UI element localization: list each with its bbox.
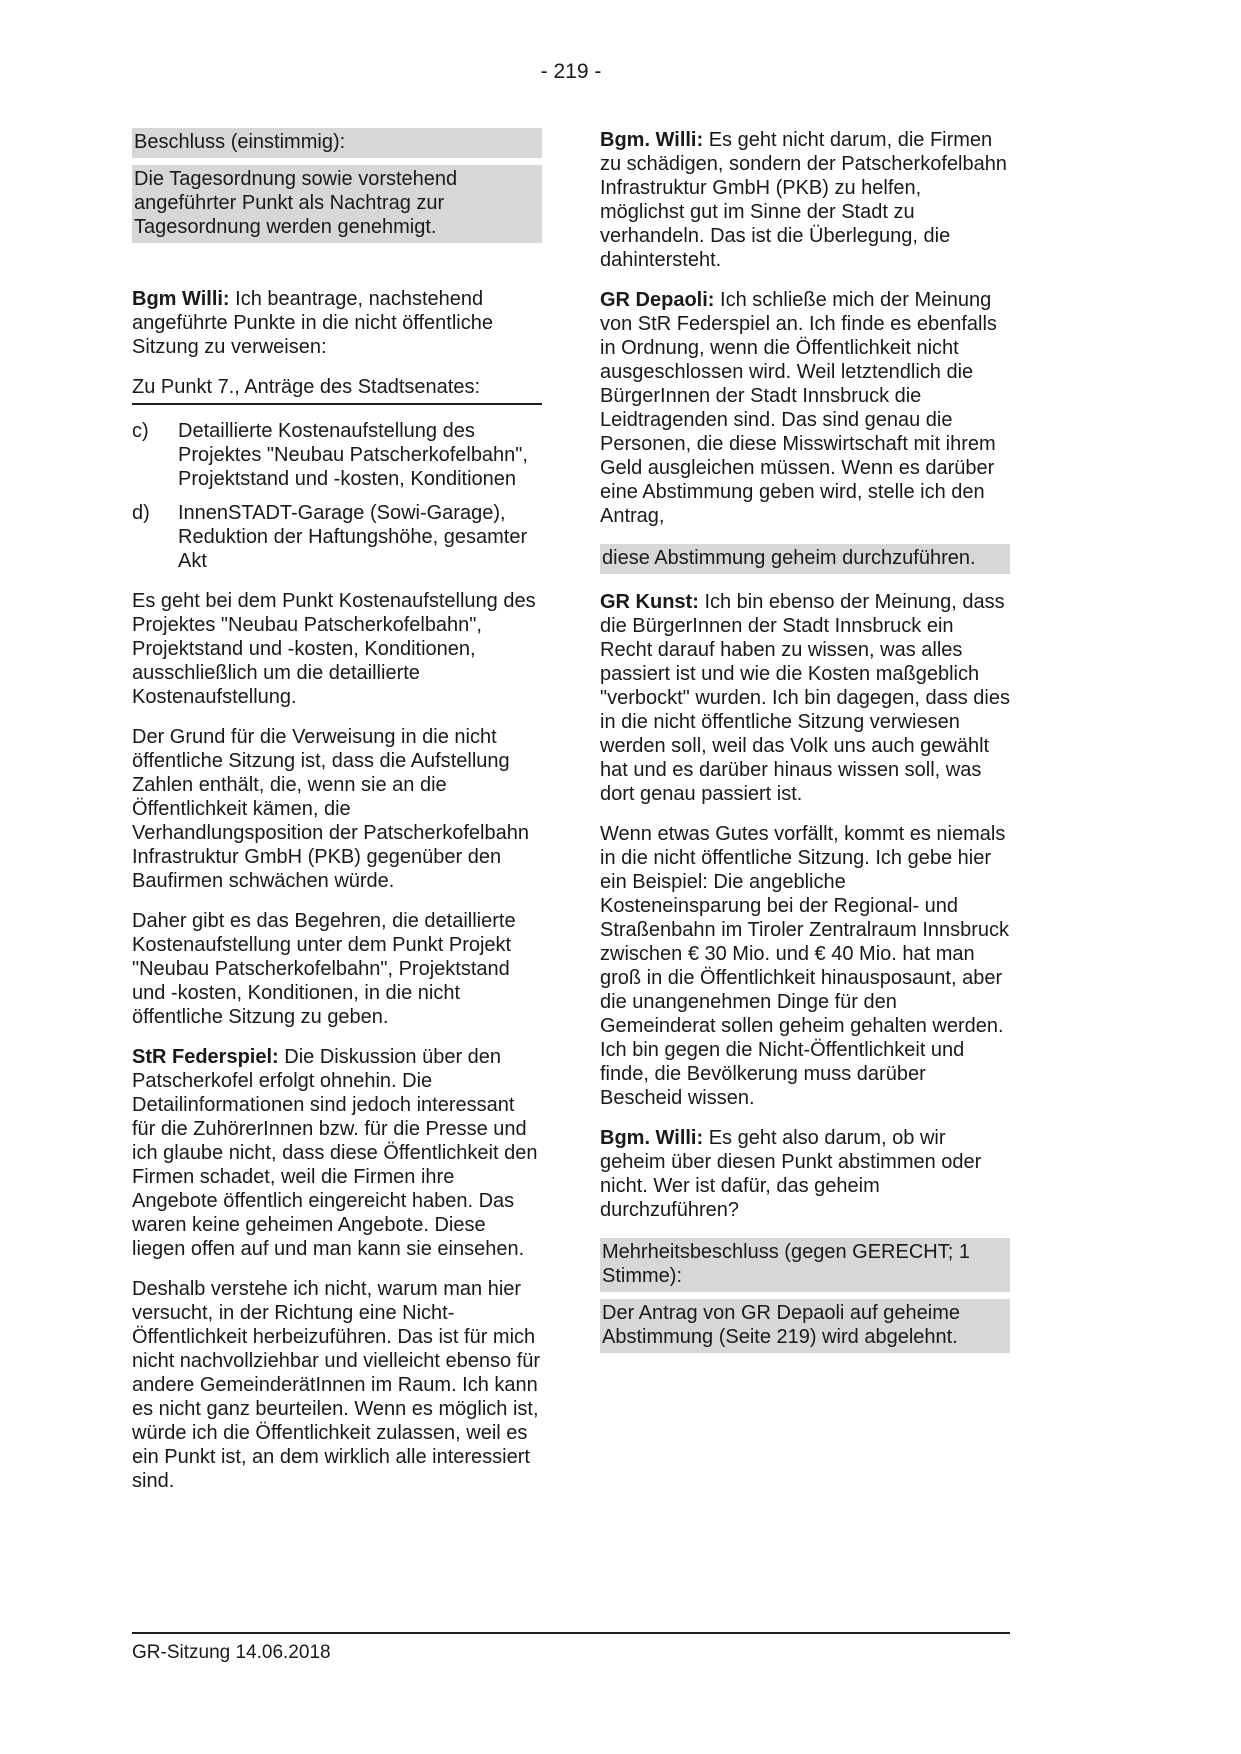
paragraph-grund-verweisung: Der Grund für die Verweisung in die nicht öffentliche Sitzung ist, dass die Aufstellung Zahlen enthält, die, wenn sie an die Öffentlichkeit kämen, die Verhandlungsposition der Patscherkofelbahn Infrastruktur GmbH (PKB) gegenüber den Baufirmen schwächen würde.	[132, 726, 529, 892]
item-marker: c)	[132, 420, 149, 442]
speech-federspiel-continued: Deshalb verstehe ich nicht, warum man hier versucht, in der Richtung eine Nicht-Öffentlichkeit herbeizuführen. Das ist für mich nicht nachvollziehbar und vielleicht ebenso für andere GemeinderätInnen im Raum. Ich kann es nicht ganz beurteilen. Wenn es möglich ist, würde ich die Öffentlichkeit zulassen, weil es ein Punkt ist, an dem wirklich alle interessiert sind.	[132, 1278, 541, 1492]
speech-depaoli	[600, 288, 1010, 528]
speaker-name: GR Depaoli:	[600, 289, 715, 311]
speech-kunst-continued: Wenn etwas Gutes vorfällt, kommt es niemals in die nicht öffentliche Sitzung. Ich gebe hier ein Beispiel: Die angebliche Kosteneinsparung bei der Regional- und Straßenbahn im Tiroler Zentralraum Innsbruck zwischen € 30 Mio. und € 40 Mio. hat man groß in die Öffentlichkeit hinausposaunt, aber die unangenehmen Dinge für den Gemeinderat sollen geheim gehalten werden. Ich bin gegen die Nicht-Öffentlichkeit und finde, die Bevölkerung muss darüber Bescheid wissen.	[600, 823, 1010, 1109]
decision-title: Beschluss (einstimmig):	[132, 128, 542, 158]
majority-decision-title: Mehrheitsbeschluss (gegen GERECHT; 1 Stimme):	[600, 1238, 1010, 1292]
speaker-name: StR Federspiel:	[132, 1046, 279, 1068]
agenda-item-c	[132, 419, 542, 491]
motion-highlight: diese Abstimmung geheim durchzuführen.	[600, 544, 1010, 574]
agenda-item-d	[132, 501, 542, 573]
speaker-name: Bgm Willi:	[132, 288, 230, 310]
two-column-layout	[132, 128, 1010, 1509]
speech-bgm-willi-request	[132, 287, 542, 359]
left-column	[132, 128, 542, 1509]
majority-decision-body: Der Antrag von GR Depaoli auf geheime Abstimmung (Seite 219) wird abgelehnt.	[600, 1299, 1010, 1353]
majority-decision-block	[600, 1238, 1010, 1353]
right-column	[600, 128, 1010, 1369]
speech-text: Ich bin ebenso der Meinung, dass die BürgerInnen der Stadt Innsbruck ein Recht darauf haben zu wissen, was alles passiert ist und wie die Kosten maßgeblich "verbockt" wurden. Ich bin dagegen, dass dies in die nicht öffentliche Sitzung verwiesen werden soll, weil das Volk uns auch gewählt hat und es darüber hinaus wissen soll, was dort genau passiert ist.	[600, 591, 1010, 805]
page-number: - 219 -	[540, 60, 602, 83]
speech-text: Es geht nicht darum, die Firmen zu schädigen, sondern der Patscherkofelbahn Infrastruktur GmbH (PKB) zu helfen, möglichst gut im Sinne der Stadt zu verhandeln. Das ist die Überlegung, die dahintersteht.	[600, 129, 1007, 271]
agenda-list	[132, 419, 542, 573]
decision-block	[132, 128, 542, 243]
item-text: Detaillierte Kostenaufstellung des Projektes "Neubau Patscherkofelbahn", Projektstand und -kosten, Konditionen	[178, 420, 528, 490]
agenda-heading: Zu Punkt 7., Anträge des Stadtsenates:	[132, 375, 542, 405]
speaker-name: Bgm. Willi:	[600, 1127, 704, 1149]
paragraph-begehren: Daher gibt es das Begehren, die detaillierte Kostenaufstellung unter dem Punkt Projekt "Neubau Patscherkofelbahn", Projektstand und -kosten, Konditionen, in die nicht öffentliche Sitzung zu geben.	[132, 910, 516, 1028]
speech-text: Ich schließe mich der Meinung von StR Federspiel an. Ich finde es ebenfalls in Ordnung, wenn die Öffentlichkeit nicht ausgeschlossen wird. Weil letztendlich die BürgerInnen der Stadt Innsbruck die Leidtragenden sind. Das sind genau die Personen, die diese Misswirtschaft mit ihrem Geld ausgleichen müssen. Wenn es darüber eine Abstimmung geben wird, stelle ich den Antrag,	[600, 289, 997, 527]
speech-bgm-willi-2	[600, 1126, 1010, 1222]
speech-kunst	[600, 590, 1010, 806]
speech-bgm-willi-1	[600, 128, 1010, 272]
item-text: InnenSTADT-Garage (Sowi-Garage), Reduktion der Haftungshöhe, gesamter Akt	[178, 502, 528, 572]
page-footer	[132, 1632, 1010, 1664]
footer-text: GR-Sitzung 14.06.2018	[132, 1642, 331, 1663]
speech-text: Ich beantrage, nachstehend angeführte Punkte in die nicht öffentliche Sitzung zu verweisen:	[132, 288, 493, 358]
speech-text: Es geht also darum, ob wir geheim über diesen Punkt abstimmen oder nicht. Wer ist dafür, das geheim durchzuführen?	[600, 1127, 982, 1221]
speaker-name: GR Kunst:	[600, 591, 699, 613]
speech-text: Die Diskussion über den Patscherkofel erfolgt ohnehin. Die Detailinformationen sind jedoch interessant für die ZuhörerInnen bzw. für die Presse und ich glaube nicht, dass diese Öffentlichkeit den Firmen schadet, weil die Firmen ihre Angebote öffentlich eingereicht haben. Das waren keine geheimen Angebote. Diese liegen offen auf und man kann sie einsehen.	[132, 1046, 538, 1260]
item-marker: d)	[132, 502, 150, 524]
paragraph-kostenaufstellung: Es geht bei dem Punkt Kostenaufstellung des Projektes "Neubau Patscherkofelbahn", Projektstand und -kosten, Konditionen, ausschließlich um die detaillierte Kostenaufstellung.	[132, 590, 536, 708]
decision-body: Die Tagesordnung sowie vorstehend angeführter Punkt als Nachtrag zur Tagesordnung werden genehmigt.	[132, 165, 542, 243]
speech-federspiel	[132, 1045, 542, 1261]
speaker-name: Bgm. Willi:	[600, 129, 704, 151]
